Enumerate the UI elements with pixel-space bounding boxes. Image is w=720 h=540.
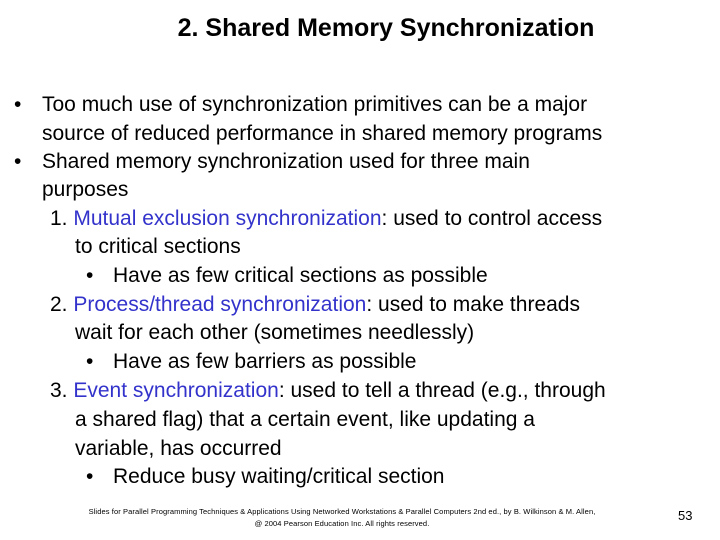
- numbered-item-2: [50, 290, 580, 319]
- item-term: Process/thread synchronization: [73, 293, 367, 316]
- sub-bullet-marker: •: [86, 465, 94, 488]
- footer-line-1: Slides for Parallel Programming Techniques & Applications Using Networked Workstations & Parallel Computers 2nd ed., by B. Wilkinson & M. Allen,: [88, 507, 596, 516]
- item-1-sub-bullet: Have as few critical sections as possible: [113, 264, 488, 287]
- bullet-marker: •: [14, 150, 22, 173]
- item-3-continuation: variable, has occurred: [75, 437, 282, 460]
- slide-footer: [36, 506, 648, 530]
- sub-bullet-marker: •: [86, 350, 94, 373]
- item-term: Event synchronization: [73, 379, 279, 402]
- numbered-item-1: [50, 204, 602, 233]
- item-number: 1.: [50, 207, 68, 230]
- footer-line-2: @ 2004 Pearson Education Inc. All rights reserved.: [254, 519, 430, 528]
- page-number: 53: [678, 508, 693, 523]
- bullet-1-line-2: source of reduced performance in shared memory programs: [42, 122, 603, 145]
- bullet-2-line-1: Shared memory synchronization used for three main: [42, 150, 530, 173]
- slide-title: 2. Shared Memory Synchronization: [177, 14, 595, 42]
- bullet-2-line-2: purposes: [42, 178, 129, 201]
- item-3-continuation: a shared flag) that a certain event, like updating a: [75, 408, 535, 431]
- sub-bullet-marker: •: [86, 264, 94, 287]
- numbered-item-3: [50, 376, 606, 405]
- item-number: 3.: [50, 379, 68, 402]
- item-1-continuation: to critical sections: [75, 235, 241, 258]
- item-number: 2.: [50, 293, 68, 316]
- item-description: : used to tell a thread (e.g., through: [278, 379, 606, 402]
- item-2-sub-bullet: Have as few barriers as possible: [113, 350, 417, 373]
- item-description: : used to make threads: [366, 293, 580, 316]
- item-2-continuation: wait for each other (sometimes needlessly): [75, 321, 475, 344]
- bullet-marker: •: [14, 93, 22, 116]
- bullet-1-line-1: Too much use of synchronization primitives can be a major: [42, 93, 588, 116]
- item-term: Mutual exclusion synchronization: [73, 207, 382, 230]
- item-3-sub-bullet: Reduce busy waiting/critical section: [113, 465, 445, 488]
- item-description: : used to control access: [381, 207, 603, 230]
